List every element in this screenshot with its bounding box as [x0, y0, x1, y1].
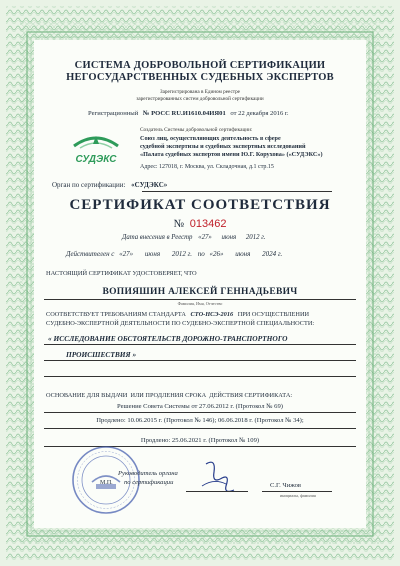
- registration-line: [88, 110, 289, 117]
- sudeks-logo-text: СУДЭКС: [75, 154, 117, 165]
- basis-underline1: [44, 412, 356, 413]
- system-title-line2: НЕГОСУДАРСТВЕННЫХ СУДЕБНЫХ ЭКСПЕРТОВ: [66, 72, 334, 83]
- registry-year: 2012 г.: [245, 234, 266, 241]
- signer-name: С.Г. Чижов: [270, 482, 302, 489]
- specialty-line2: ПРОИСШЕСТВИЯ »: [66, 350, 137, 359]
- specialty-underline2: [44, 360, 356, 361]
- certificate-number: 013462: [189, 218, 227, 230]
- basis-decision: Решение Совета Системы от 27.06.2012 г. (Протокол № 69): [117, 403, 283, 410]
- head-label-line1: Руководитель органа: [118, 470, 178, 477]
- founder-address: Адрес: 127018, г. Москва, ул. Складочная, д.1 стр.15: [140, 164, 274, 170]
- founder-label: Создатель Системы добровольной сертификации:: [140, 127, 253, 133]
- valid-from-day: «27»: [119, 250, 134, 258]
- organ-value: «СУДЭКС»: [131, 181, 168, 189]
- organ-label: Орган по сертификации:: [52, 181, 126, 189]
- founder-line2: судебной экспертизы и судебных экспертных исследований: [140, 143, 306, 150]
- holder-name-underline: [44, 299, 356, 300]
- registration-number: № РОСС RU.И1610.04ИЯ01: [142, 110, 226, 117]
- holder-name-caption: Фамилия, Имя, Отчество: [177, 301, 223, 306]
- valid-from-month: июня: [144, 250, 161, 258]
- holder-name: ВОПИЯШИН АЛЕКСЕЙ ГЕННАДЬЕВИЧ: [102, 287, 298, 297]
- system-title-line1: СИСТЕМА ДОБРОВОЛЬНОЙ СЕРТИФИКАЦИИ: [74, 60, 326, 71]
- basis-underline2: [44, 428, 356, 429]
- registry-day: «27»: [198, 234, 212, 241]
- blank-underline1: [44, 376, 356, 377]
- basis-extended2: Продлено: 25.06.2021 г. (Протокол № 109): [140, 437, 260, 444]
- conforms-text-b: ПРИ ОСУЩЕСТВЛЕНИИ: [237, 311, 310, 318]
- conforms-line2: СУДЕБНО-ЭКСПЕРТНОЙ ДЕЯТЕЛЬНОСТИ ПО СУДЕБНО-ЭКСПЕРТНОЙ СПЕЦИАЛЬНОСТИ:: [46, 320, 315, 327]
- valid-to-year: 2024 г.: [262, 250, 283, 258]
- conforms-text-a: СООТВЕТСТВУЕТ ТРЕБОВАНИЯМ СТАНДАРТА: [46, 311, 186, 318]
- founder-line1: Союз лиц, осуществляющих деятельность в сфере: [140, 135, 281, 142]
- founder-line3: «Палата судебных экспертов имени Ю.Г. Корухова» («СУДЭКС»): [140, 151, 323, 158]
- registration-label: Регистрационный: [88, 110, 139, 117]
- signature-underline: [186, 491, 248, 492]
- conforms-line1: [46, 311, 309, 318]
- mp-label: М.П.: [100, 480, 113, 486]
- registration-date: от 22 декабря 2016 г.: [230, 110, 289, 117]
- basis-label: ОСНОВАНИЕ ДЛЯ ВЫДАЧИ ИЛИ ПРОДЛЕНИЯ СРОКА ДЕЙСТВИЯ СЕРТИФИКАТА:: [46, 392, 293, 399]
- registry-month: июня: [221, 234, 237, 241]
- certifies-text: НАСТОЯЩИЙ СЕРТИФИКАТ УДОСТОВЕРЯЕТ, ЧТО: [46, 270, 197, 277]
- handwritten-signature-icon: [196, 456, 242, 500]
- valid-label: Действителен с: [66, 250, 115, 258]
- signer-underline: [262, 491, 332, 492]
- standard-code: СТО-НСЭ-2016: [190, 311, 234, 318]
- sudeks-logo-icon: [66, 132, 126, 172]
- certificate-title: СЕРТИФИКАТ СООТВЕТСТВИЯ: [69, 197, 331, 213]
- valid-to-month: июня: [235, 250, 251, 258]
- registered-line1: Зарегистрирована в Едином реестре: [160, 89, 240, 95]
- organ-underline: [142, 191, 332, 192]
- validity-line: [66, 250, 282, 258]
- specialty-underline1: [44, 344, 356, 345]
- specialty-line1: « ИССЛЕДОВАНИЕ ОБСТОЯТЕЛЬСТВ ДОРОЖНО-ТРАНСПОРТНОГО: [48, 334, 288, 343]
- basis-extended1: Продлено: 10.06.2015 г. (Протокол № 146); 06.06.2018 г. (Протокол № 34);: [96, 417, 304, 424]
- sudeks-logo: [66, 132, 126, 172]
- registered-line2: зарегистрированных систем добровольной сертификации: [136, 96, 264, 102]
- valid-from-year: 2012 г.: [171, 250, 192, 258]
- head-label-line2: по сертификации: [124, 479, 174, 486]
- initials-caption: инициалы, фамилия: [280, 493, 316, 498]
- valid-to-label: по: [197, 250, 205, 258]
- valid-to-day: «26»: [209, 250, 224, 258]
- organ-line: [52, 181, 167, 189]
- registry-label: Дата внесения в Реестр: [122, 234, 193, 241]
- certificate-number-line: [0, 218, 400, 230]
- certificate-number-prefix: №: [173, 218, 185, 230]
- registry-date-line: [122, 234, 265, 241]
